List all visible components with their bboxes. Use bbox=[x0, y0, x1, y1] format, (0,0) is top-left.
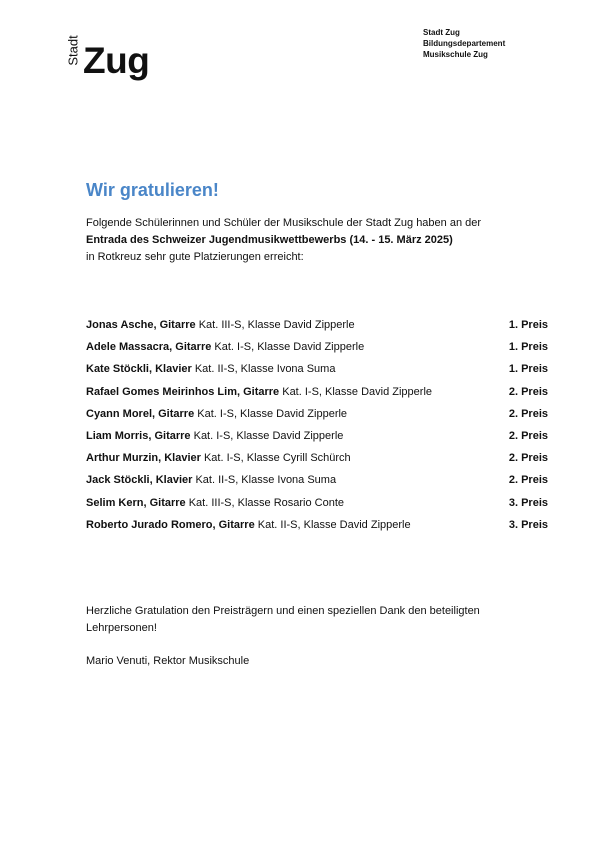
logo-stadt-text: Stadt bbox=[65, 35, 81, 66]
student-name-instrument: Arthur Murzin, Klavier bbox=[86, 452, 201, 465]
result-student bbox=[86, 495, 344, 511]
signature: Mario Venuti, Rektor Musikschule bbox=[86, 655, 250, 667]
prize-rank: 2. Preis bbox=[508, 474, 548, 487]
result-row bbox=[86, 384, 548, 406]
student-name-instrument: Selim Kern, Gitarre bbox=[86, 496, 186, 509]
result-row bbox=[86, 339, 548, 361]
prize-rank: 1. Preis bbox=[508, 363, 548, 376]
result-row bbox=[86, 472, 548, 494]
result-student bbox=[86, 406, 347, 422]
organization-header bbox=[423, 27, 505, 60]
prize-rank: 3. Preis bbox=[508, 518, 548, 531]
result-student bbox=[86, 472, 336, 488]
prize-rank: 1. Preis bbox=[508, 341, 548, 354]
page-title: Wir gratulieren! bbox=[86, 180, 219, 200]
result-student bbox=[86, 317, 355, 333]
category-and-teacher: Kat. I-S, Klasse David Zipperle bbox=[279, 385, 433, 398]
result-row bbox=[86, 428, 548, 450]
student-name-instrument: Adele Massacra, Gitarre bbox=[86, 341, 212, 354]
category-and-teacher: Kat. I-S, Klasse David Zipperle bbox=[190, 429, 344, 442]
result-row bbox=[86, 361, 548, 383]
prize-rank: 2. Preis bbox=[508, 385, 548, 398]
result-row bbox=[86, 317, 548, 339]
result-student bbox=[86, 361, 335, 377]
student-name-instrument: Liam Morris, Gitarre bbox=[86, 429, 191, 442]
result-student bbox=[86, 428, 343, 444]
prize-rank: 3. Preis bbox=[508, 496, 548, 509]
category-and-teacher: Kat. I-S, Klasse David Zipperle bbox=[194, 407, 348, 420]
student-name-instrument: Rafael Gomes Meirinhos Lim, Gitarre bbox=[86, 385, 280, 398]
category-and-teacher: Kat. I-S, Klasse Cyrill Schürch bbox=[200, 452, 351, 465]
result-row bbox=[86, 406, 548, 428]
org-line-department: Bildungsdepartement bbox=[423, 39, 506, 48]
prize-rank: 2. Preis bbox=[508, 429, 548, 442]
prize-rank: 1. Preis bbox=[508, 319, 548, 331]
student-name-instrument: Roberto Jurado Romero, Gitarre bbox=[86, 518, 255, 531]
results-list bbox=[86, 317, 548, 539]
intro-paragraph bbox=[86, 215, 556, 266]
org-line-city: Stadt Zug bbox=[423, 28, 460, 37]
category-and-teacher: Kat. II-S, Klasse David Zipperle bbox=[254, 518, 411, 531]
result-row bbox=[86, 517, 548, 539]
category-and-teacher: Kat. I-S, Klasse David Zipperle bbox=[211, 341, 365, 354]
org-line-school: Musikschule Zug bbox=[423, 50, 488, 59]
student-name-instrument: Jack Stöckli, Klavier bbox=[86, 474, 193, 487]
prize-rank: 2. Preis bbox=[508, 407, 548, 420]
result-student bbox=[86, 339, 364, 355]
result-student bbox=[86, 450, 351, 466]
category-and-teacher: Kat. II-S, Klasse Ivona Suma bbox=[192, 474, 337, 487]
student-name-instrument: Jonas Asche, Gitarre bbox=[86, 319, 196, 331]
intro-line-3: in Rotkreuz sehr gute Platzierungen erreicht: bbox=[86, 251, 304, 263]
closing-paragraph: Herzliche Gratulation den Preisträgern und einen speziellen Dank den beteiligten Lehrpersonen! bbox=[86, 605, 480, 634]
stadt-zug-logo bbox=[64, 22, 164, 86]
category-and-teacher: Kat. II-S, Klasse Ivona Suma bbox=[191, 363, 336, 376]
category-and-teacher: Kat. III-S, Klasse David Zipperle bbox=[195, 319, 355, 331]
result-student bbox=[86, 517, 411, 533]
intro-line-1: Folgende Schülerinnen und Schüler der Musikschule der Stadt Zug haben an der bbox=[86, 217, 482, 229]
logo-zug-text: Zug bbox=[83, 40, 150, 81]
result-row bbox=[86, 495, 548, 517]
intro-competition-name: Entrada des Schweizer Jugendmusikwettbewerbs (14. - 15. März 2025) bbox=[86, 234, 453, 246]
result-student bbox=[86, 384, 432, 400]
student-name-instrument: Cyann Morel, Gitarre bbox=[86, 407, 195, 420]
student-name-instrument: Kate Stöckli, Klavier bbox=[86, 363, 192, 376]
result-row bbox=[86, 450, 548, 472]
prize-rank: 2. Preis bbox=[508, 452, 548, 465]
category-and-teacher: Kat. III-S, Klasse Rosario Conte bbox=[185, 496, 345, 509]
